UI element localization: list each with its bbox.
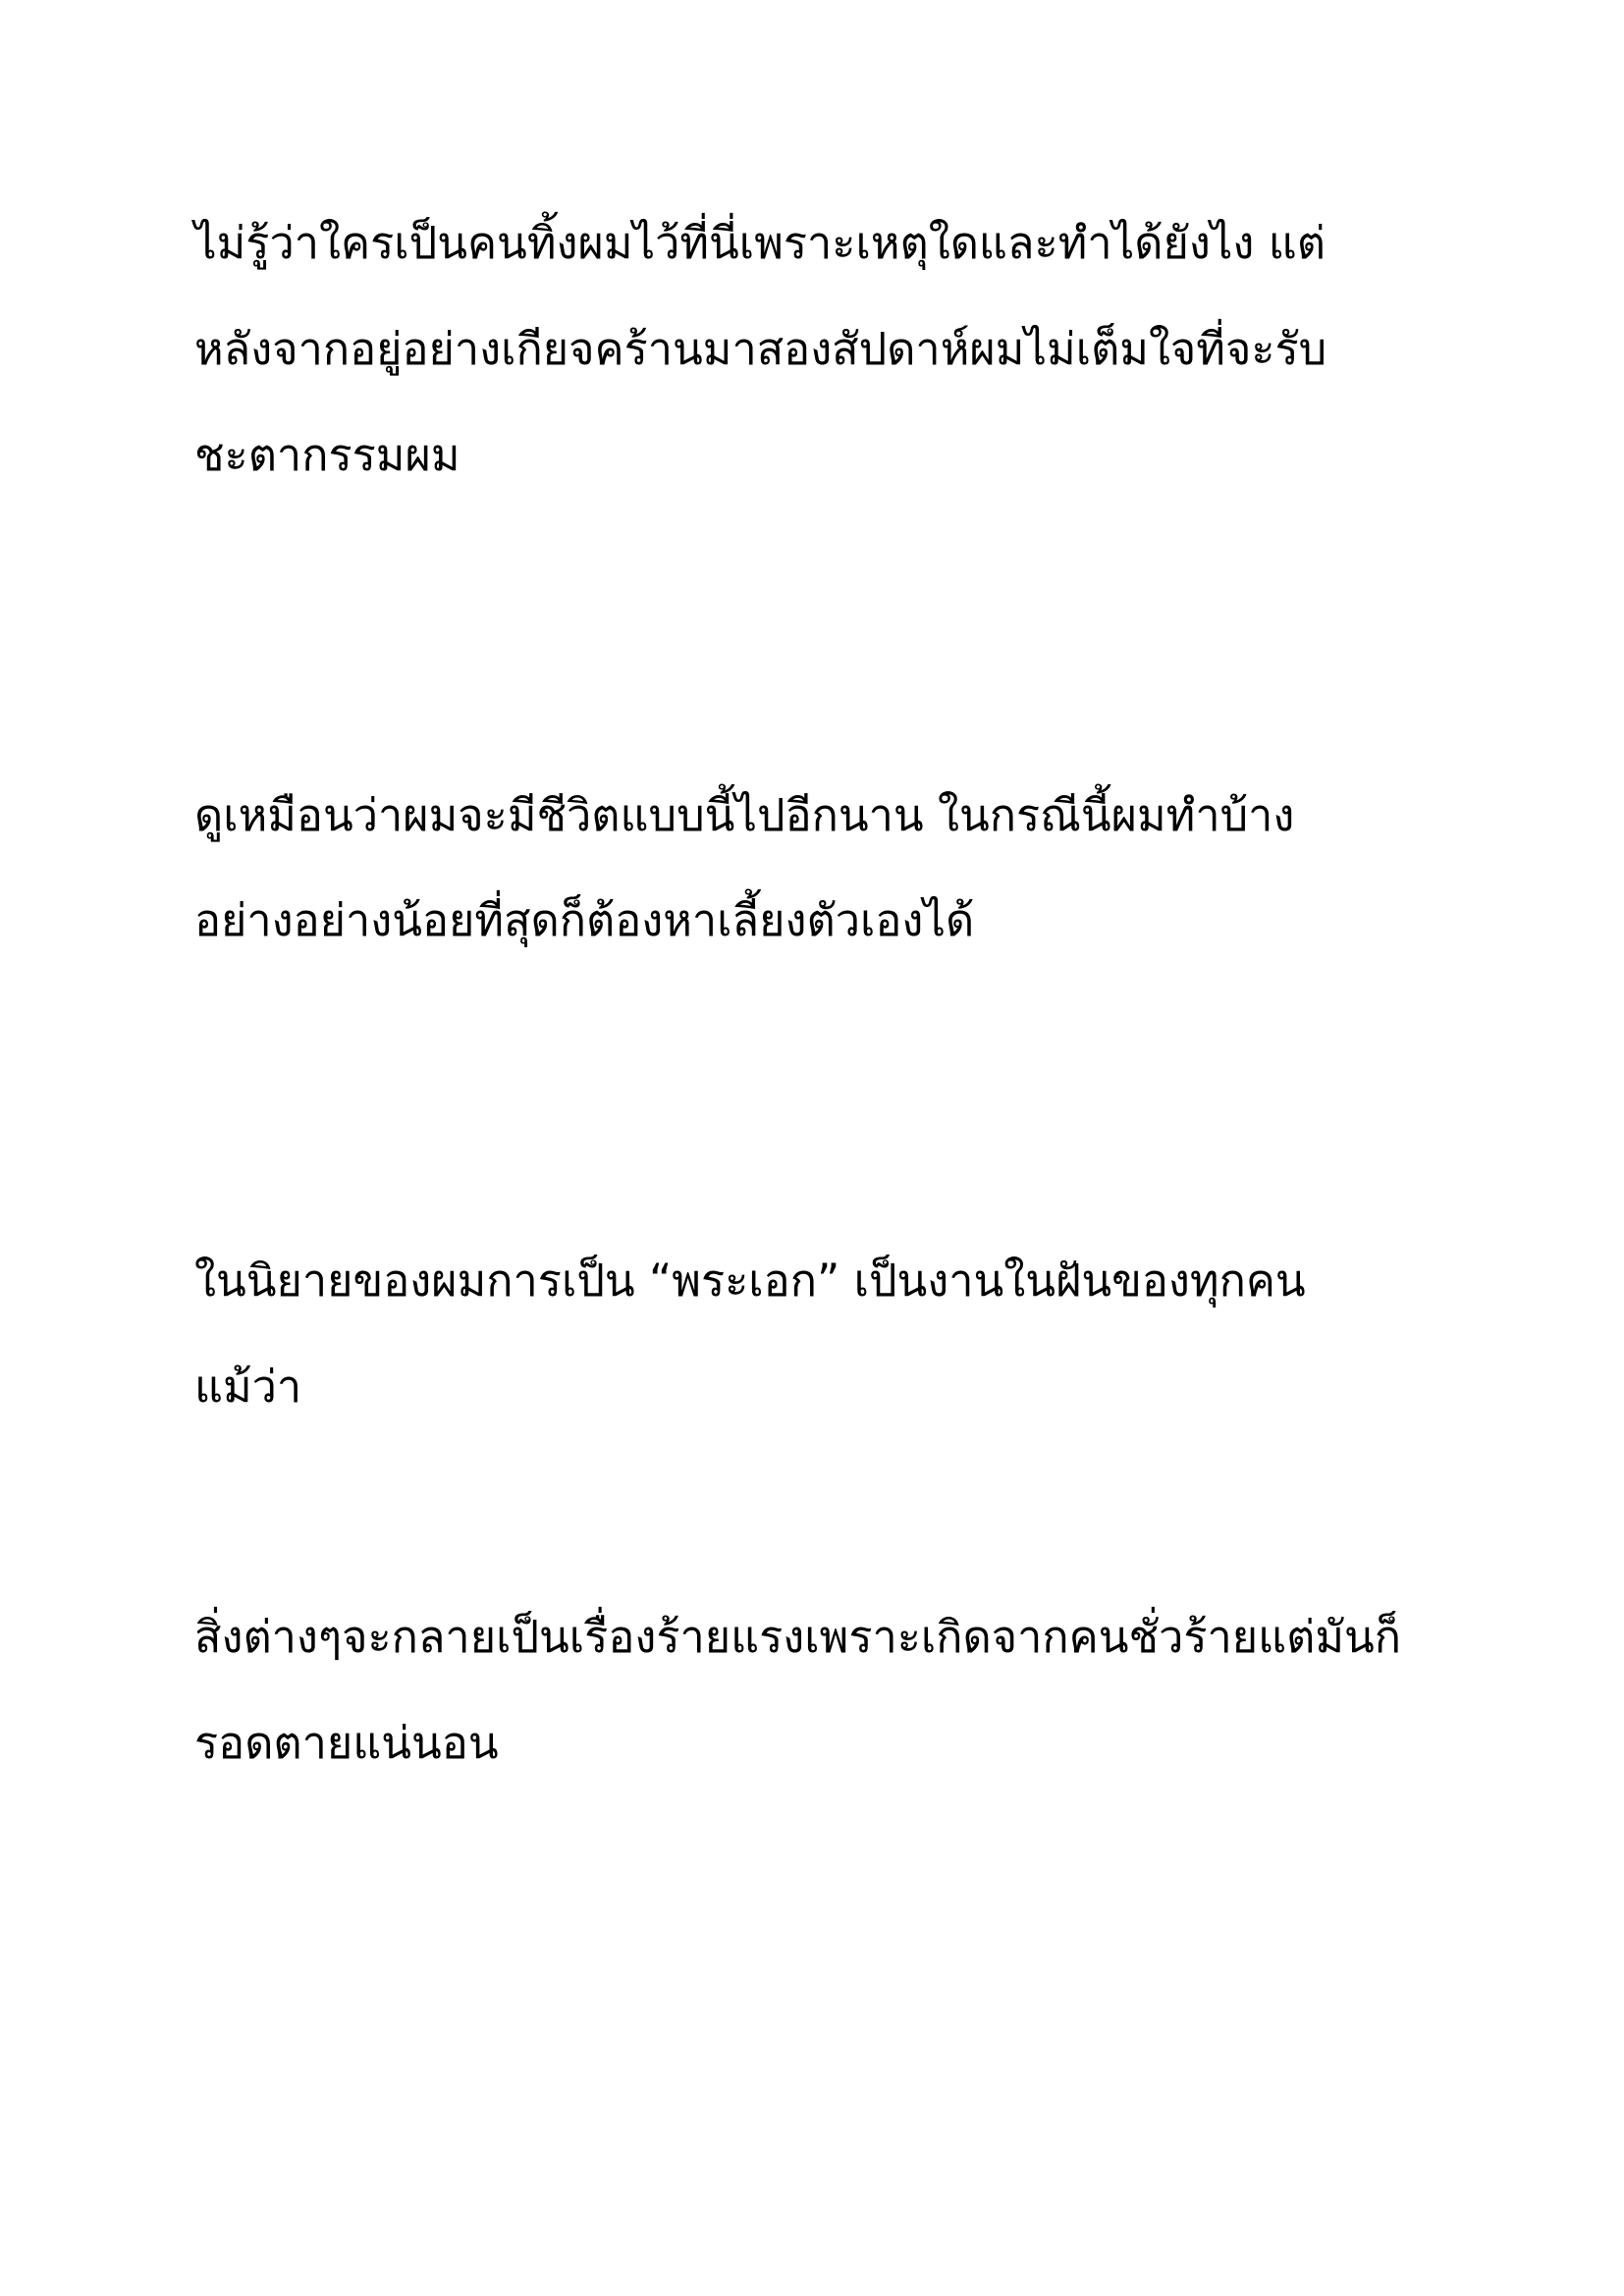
paragraph-line: ในนิยายของผมการเป็น “พระเอก” เป็นงานในฝันของทุกคน	[194, 1255, 1306, 1307]
paragraph-line: หลังจากอยู่อย่างเกียจคร้านมาสองสัปดาห์ผมไม่เต็มใจที่จะรับ	[194, 323, 1327, 375]
paragraph-line: ไม่รู้ว่าใครเป็นคนทิ้งผมไว้ที่นี่เพราะเหตุใดและทำได้ยังไง แต่	[194, 217, 1326, 269]
paragraph-line: รอดตายแน่นอน	[194, 1717, 499, 1769]
paragraph-line: แม้ว่า	[194, 1361, 302, 1413]
paragraph-line: อย่างอย่างน้อยที่สุดก็ต้องหาเลี้ยงตัวเองได้	[194, 894, 975, 946]
paragraph-line: สิ่งต่างๆจะกลายเป็นเรื่องร้ายแรงเพราะเกิดจากคนชั่วร้ายแต่มันก็	[194, 1611, 1402, 1663]
paragraph-line: ดูเหมือนว่าผมจะมีชีวิตแบบนี้ไปอีกนาน ในกรณีนี้ผมทำบ้าง	[194, 789, 1295, 841]
paragraph-line: ชะตากรรมผม	[194, 429, 460, 481]
